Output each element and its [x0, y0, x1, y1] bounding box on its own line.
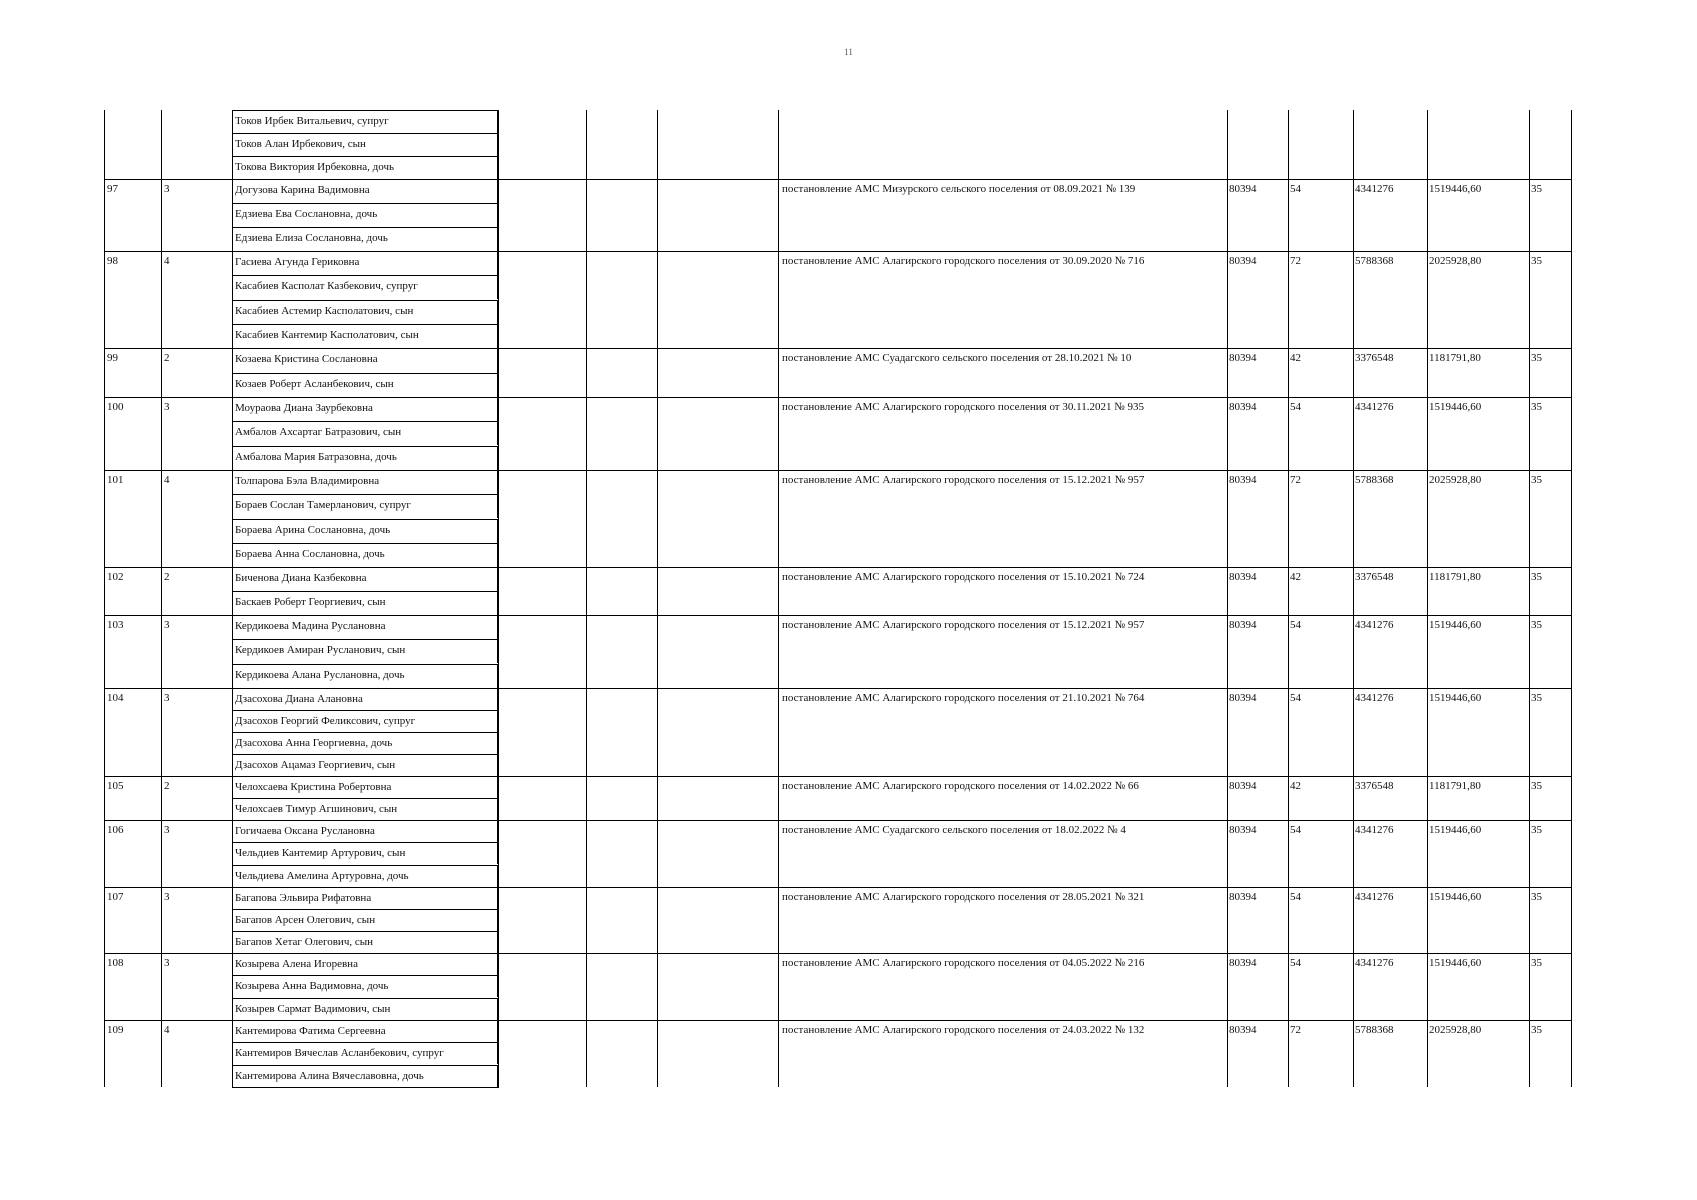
area-norm: 72: [1290, 474, 1301, 486]
member-count: 3: [164, 619, 170, 631]
subsidy-percent: 35: [1531, 619, 1542, 631]
decree-document: постановление АМС Алагирского городского поселения от 15.10.2021 № 724: [782, 571, 1145, 583]
member-name: Бораева Анна Сослановна, дочь: [232, 543, 498, 567]
area-norm: 42: [1290, 780, 1301, 792]
norm-cost: 80394: [1229, 1024, 1257, 1036]
subsidy-percent: 35: [1531, 957, 1542, 969]
subsidy-percent: 35: [1531, 692, 1542, 704]
norm-cost: 80394: [1229, 619, 1257, 631]
column-divider: [1571, 110, 1572, 1087]
record-number: 109: [107, 1024, 124, 1036]
subsidy-percent: 35: [1531, 401, 1542, 413]
column-divider: [586, 110, 587, 1087]
norm-cost: 80394: [1229, 474, 1257, 486]
member-name: Токов Ирбек Витальевич, супруг: [232, 110, 498, 133]
total-cost: 4341276: [1355, 891, 1394, 903]
decree-document: постановление АМС Алагирского городского поселения от 30.11.2021 № 935: [782, 401, 1144, 413]
area-norm: 54: [1290, 824, 1301, 836]
decree-document: постановление АМС Алагирского городского поселения от 04.05.2022 № 216: [782, 957, 1145, 969]
subsidy-percent: 35: [1531, 891, 1542, 903]
member-name: Касабиев Кантемир Касполатович, сын: [232, 324, 498, 348]
column-divider: [1529, 110, 1530, 1087]
area-norm: 42: [1290, 352, 1301, 364]
record-number: 106: [107, 824, 124, 836]
member-name: Догузова Карина Вадимовна: [232, 179, 498, 203]
member-name: Толпарова Бэла Владимировна: [232, 470, 498, 494]
member-count: 3: [164, 692, 170, 704]
subsidy-amount: 1181791,80: [1429, 352, 1481, 364]
member-count: 2: [164, 571, 170, 583]
member-count: 3: [164, 891, 170, 903]
member-name: Кантемирова Алина Вячеславовна, дочь: [232, 1065, 498, 1087]
area-norm: 54: [1290, 891, 1301, 903]
norm-cost: 80394: [1229, 352, 1257, 364]
member-count: 3: [164, 824, 170, 836]
member-name: Бораев Сослан Тамерланович, супруг: [232, 494, 498, 518]
member-name: Кердикоева Алана Руслановна, дочь: [232, 664, 498, 688]
column-divider: [161, 110, 162, 1087]
column-divider: [778, 110, 779, 1087]
area-norm: 54: [1290, 957, 1301, 969]
member-name: Токов Алан Ирбекович, сын: [232, 133, 498, 156]
total-cost: 5788368: [1355, 255, 1394, 267]
subsidy-percent: 35: [1531, 183, 1542, 195]
subsidy-percent: 35: [1531, 780, 1542, 792]
subsidy-amount: 2025928,80: [1429, 255, 1482, 267]
member-name: Баскаев Роберт Георгиевич, сын: [232, 591, 498, 615]
member-name: Козырев Сармат Вадимович, сын: [232, 998, 498, 1020]
member-name: Гасиева Агунда Гериковна: [232, 251, 498, 275]
decree-document: постановление АМС Алагирского городского поселения от 14.02.2022 № 66: [782, 780, 1139, 792]
total-cost: 3376548: [1355, 571, 1394, 583]
record-number: 102: [107, 571, 124, 583]
subsidy-amount: 1519446,60: [1429, 619, 1482, 631]
subsidy-amount: 1181791,80: [1429, 571, 1481, 583]
member-name: Касабиев Астемир Касполатович, сын: [232, 300, 498, 324]
norm-cost: 80394: [1229, 571, 1257, 583]
column-divider: [1353, 110, 1354, 1087]
member-count: 3: [164, 401, 170, 413]
area-norm: 54: [1290, 401, 1301, 413]
member-name: Едзиева Елиза Сослановна, дочь: [232, 227, 498, 251]
norm-cost: 80394: [1229, 824, 1257, 836]
member-name: Токова Виктория Ирбековна, дочь: [232, 156, 498, 179]
record-number: 105: [107, 780, 124, 792]
decree-document: постановление АМС Алагирского городского поселения от 21.10.2021 № 764: [782, 692, 1145, 704]
record-number: 107: [107, 891, 124, 903]
area-norm: 42: [1290, 571, 1301, 583]
member-name: Дзасохов Георгий Феликсович, супруг: [232, 710, 498, 732]
member-count: 4: [164, 1024, 170, 1036]
area-norm: 72: [1290, 1024, 1301, 1036]
member-name: Кантемиров Вячеслав Асланбекович, супруг: [232, 1042, 498, 1064]
total-cost: 4341276: [1355, 692, 1394, 704]
norm-cost: 80394: [1229, 183, 1257, 195]
subsidy-amount: 1519446,60: [1429, 957, 1482, 969]
subsidy-amount: 1519446,60: [1429, 692, 1482, 704]
member-name: Амбалов Ахсартаг Батразович, сын: [232, 421, 498, 445]
member-name: Челохсаев Тимур Агшинович, сын: [232, 798, 498, 820]
page-number: 11: [844, 47, 853, 57]
member-name: Касабиев Касполат Казбекович, супруг: [232, 275, 498, 299]
norm-cost: 80394: [1229, 957, 1257, 969]
subsidy-percent: 35: [1531, 352, 1542, 364]
total-cost: 4341276: [1355, 401, 1394, 413]
member-count: 4: [164, 474, 170, 486]
total-cost: 5788368: [1355, 1024, 1394, 1036]
subsidy-amount: 1519446,60: [1429, 824, 1482, 836]
member-count: 3: [164, 957, 170, 969]
column-divider: [1227, 110, 1228, 1087]
decree-document: постановление АМС Суадагского сельского поселения от 28.10.2021 № 10: [782, 352, 1132, 364]
subsidy-amount: 2025928,80: [1429, 474, 1482, 486]
record-number: 100: [107, 401, 124, 413]
member-name: Дзасохова Диана Алановна: [232, 688, 498, 710]
subsidy-amount: 1181791,80: [1429, 780, 1481, 792]
column-divider: [498, 110, 499, 1087]
member-name: Дзасохова Анна Георгиевна, дочь: [232, 732, 498, 754]
decree-document: постановление АМС Алагирского городского поселения от 15.12.2021 № 957: [782, 474, 1145, 486]
record-number: 98: [107, 255, 118, 267]
member-name: Едзиева Ева Сослановна, дочь: [232, 203, 498, 227]
total-cost: 3376548: [1355, 780, 1394, 792]
member-count: 3: [164, 183, 170, 195]
norm-cost: 80394: [1229, 255, 1257, 267]
column-divider: [1288, 110, 1289, 1087]
member-name: Биченова Диана Казбековна: [232, 567, 498, 591]
member-name: Дзасохов Ацамаз Георгиевич, сын: [232, 754, 498, 776]
member-name: Чельдиева Амелина Артуровна, дочь: [232, 865, 498, 887]
member-name: Кердикоев Амиран Русланович, сын: [232, 639, 498, 663]
decree-document: постановление АМС Алагирского городского поселения от 30.09.2020 № 716: [782, 255, 1145, 267]
member-name: Козаев Роберт Асланбекович, сын: [232, 373, 498, 398]
member-name: Кантемирова Фатима Сергеевна: [232, 1020, 498, 1042]
member-name: Челохсаева Кристина Робертовна: [232, 776, 498, 798]
norm-cost: 80394: [1229, 891, 1257, 903]
subsidy-amount: 2025928,80: [1429, 1024, 1482, 1036]
column-divider: [657, 110, 658, 1087]
area-norm: 54: [1290, 619, 1301, 631]
record-number: 97: [107, 183, 118, 195]
column-divider: [1427, 110, 1428, 1087]
column-divider: [104, 110, 105, 1087]
record-number: 104: [107, 692, 124, 704]
total-cost: 4341276: [1355, 824, 1394, 836]
total-cost: 3376548: [1355, 352, 1394, 364]
subsidy-amount: 1519446,60: [1429, 183, 1482, 195]
norm-cost: 80394: [1229, 401, 1257, 413]
subsidy-percent: 35: [1531, 474, 1542, 486]
member-name: Чельдиев Кантемир Артурович, сын: [232, 842, 498, 864]
member-name: Багапов Хетаг Олегович, сын: [232, 931, 498, 953]
record-number: 103: [107, 619, 124, 631]
area-norm: 72: [1290, 255, 1301, 267]
area-norm: 54: [1290, 692, 1301, 704]
decree-document: постановление АМС Суадагского сельского поселения от 18.02.2022 № 4: [782, 824, 1126, 836]
member-name: Козырева Алена Игоревна: [232, 953, 498, 975]
subsidy-percent: 35: [1531, 824, 1542, 836]
decree-document: постановление АМС Алагирского городского поселения от 28.05.2021 № 321: [782, 891, 1145, 903]
member-name: Кердикоева Мадина Руслановна: [232, 615, 498, 639]
norm-cost: 80394: [1229, 780, 1257, 792]
total-cost: 4341276: [1355, 183, 1394, 195]
member-count: 4: [164, 255, 170, 267]
row-divider: [232, 1087, 499, 1088]
decree-document: постановление АМС Мизурского сельского поселения от 08.09.2021 № 139: [782, 183, 1136, 195]
member-name: Бораева Арина Сослановна, дочь: [232, 519, 498, 543]
member-name: Гогичаева Оксана Руслановна: [232, 820, 498, 842]
subsidy-amount: 1519446,60: [1429, 891, 1482, 903]
record-number: 99: [107, 352, 118, 364]
member-count: 2: [164, 780, 170, 792]
decree-document: постановление АМС Алагирского городского поселения от 24.03.2022 № 132: [782, 1024, 1145, 1036]
record-number: 108: [107, 957, 124, 969]
norm-cost: 80394: [1229, 692, 1257, 704]
subsidy-amount: 1519446,60: [1429, 401, 1482, 413]
subsidy-percent: 35: [1531, 1024, 1542, 1036]
total-cost: 5788368: [1355, 474, 1394, 486]
member-name: Багапова Эльвира Рифатовна: [232, 887, 498, 909]
member-name: Моураова Диана Заурбековна: [232, 397, 498, 421]
member-name: Амбалова Мария Батразовна, дочь: [232, 446, 498, 470]
subsidy-percent: 35: [1531, 255, 1542, 267]
record-number: 101: [107, 474, 124, 486]
member-name: Козырева Анна Вадимовна, дочь: [232, 975, 498, 997]
total-cost: 4341276: [1355, 619, 1394, 631]
subsidy-percent: 35: [1531, 571, 1542, 583]
member-name: Козаева Кристина Сослановна: [232, 348, 498, 373]
decree-document: постановление АМС Алагирского городского поселения от 15.12.2021 № 957: [782, 619, 1145, 631]
member-name: Багапов Арсен Олегович, сын: [232, 909, 498, 931]
total-cost: 4341276: [1355, 957, 1394, 969]
area-norm: 54: [1290, 183, 1301, 195]
member-count: 2: [164, 352, 170, 364]
